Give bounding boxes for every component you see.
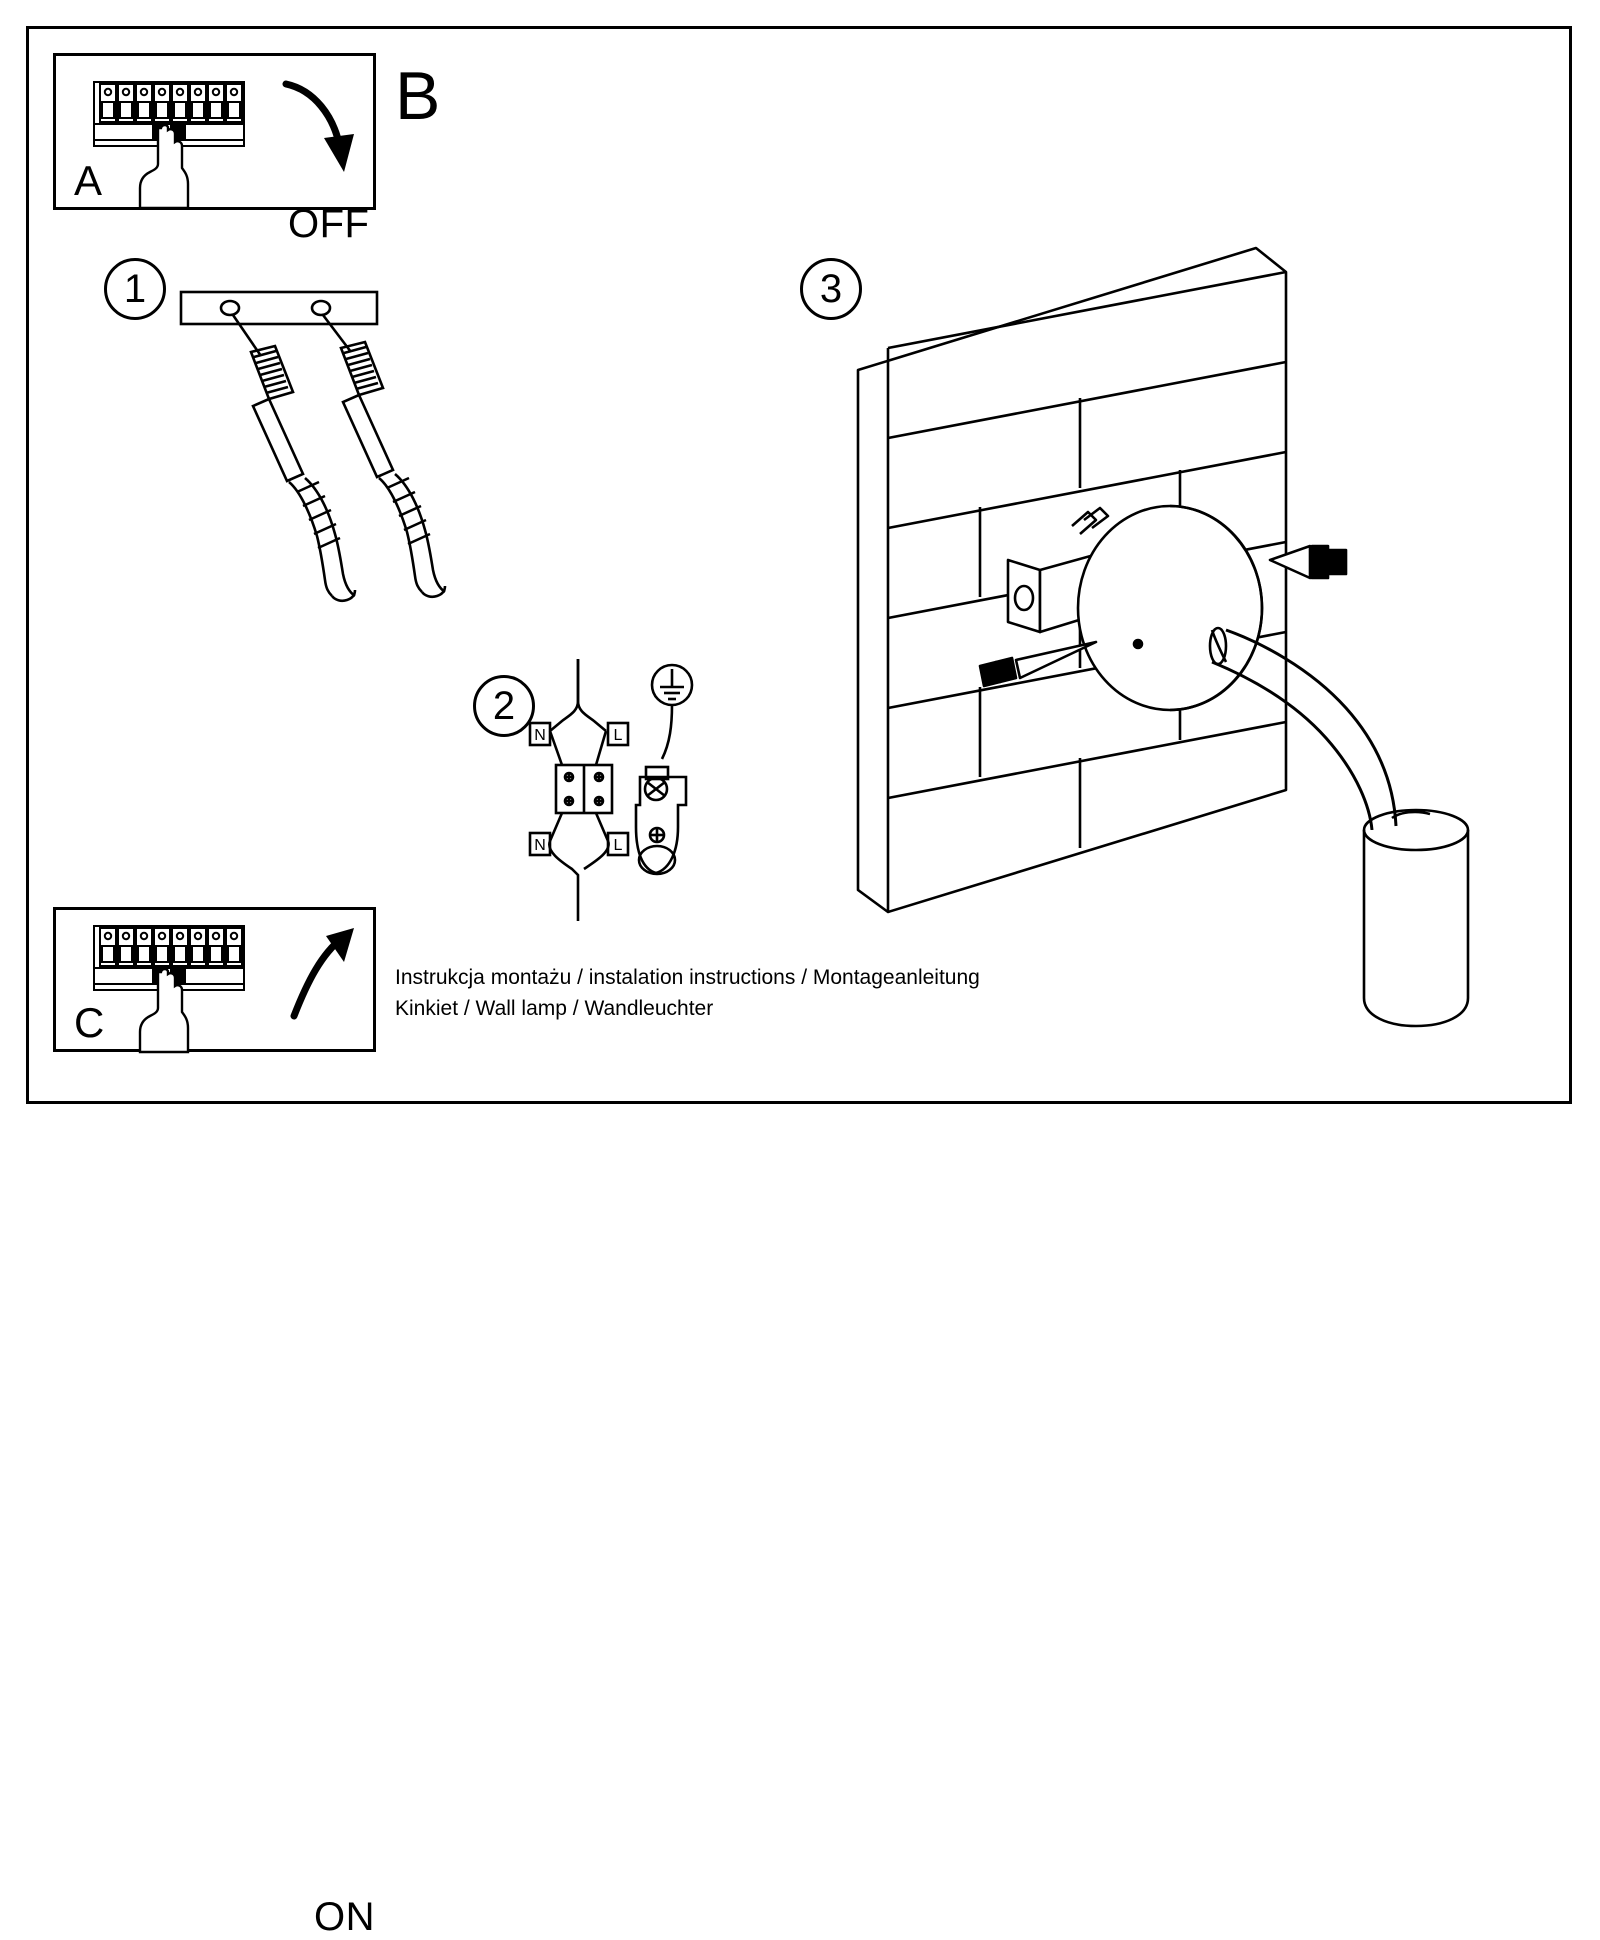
breaker-panel-with-hand-icon <box>86 68 276 208</box>
terminal-label-n-top: N <box>534 727 546 744</box>
panel-b-label: B <box>395 58 441 134</box>
panel-c-action-text: ON <box>314 1895 375 1939</box>
wall-lamp-installed-diagram <box>840 230 1520 1050</box>
step-2-badge: 2 <box>473 675 535 737</box>
terminal-block-wiring-diagram <box>520 655 740 925</box>
caption-line-1: Instrukcja montażu / instalation instructions / Montageanleitung <box>395 966 980 989</box>
curved-arrow-down-icon <box>274 76 364 186</box>
terminal-label-l-top: L <box>613 727 623 744</box>
mounting-bracket-and-anchors-diagram <box>175 280 505 620</box>
panel-c <box>53 907 376 1939</box>
caption-block <box>395 962 980 1024</box>
caption-line-2: Kinkiet / Wall lamp / Wandleuchter <box>395 997 714 1020</box>
panel-a-label: A <box>74 157 103 204</box>
terminal-label-l-bottom: L <box>613 837 623 854</box>
step-1-badge: 1 <box>104 258 166 320</box>
panel-a <box>53 53 376 246</box>
breaker-panel-with-hand-icon <box>86 912 276 1052</box>
panel-a-action-text: OFF <box>288 202 370 246</box>
curved-arrow-up-icon <box>278 920 368 1030</box>
terminal-label-n-bottom: N <box>534 837 546 854</box>
panel-c-label: C <box>74 999 105 1046</box>
step-3-badge: 3 <box>800 258 862 320</box>
